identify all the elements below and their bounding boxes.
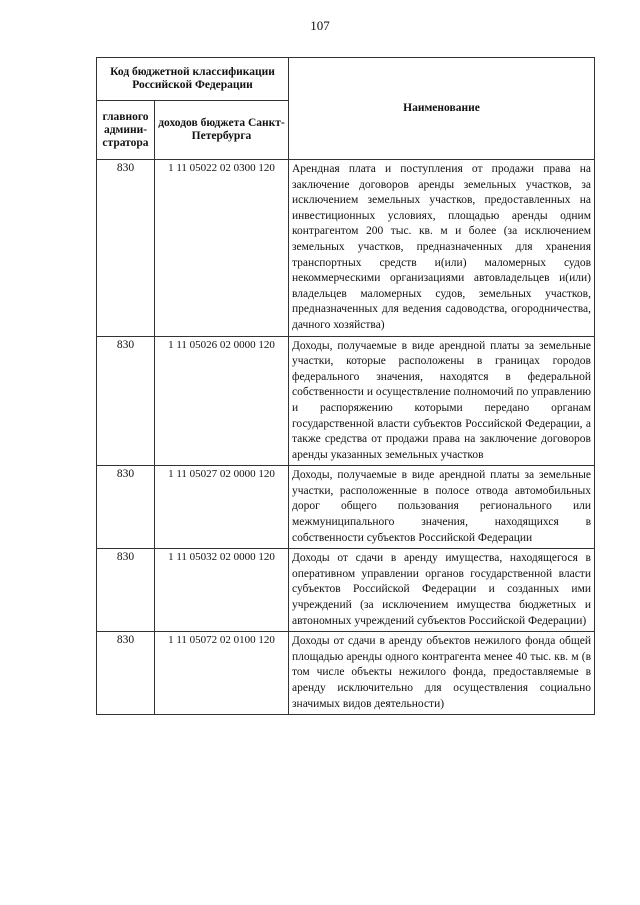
table-row xyxy=(97,632,595,715)
table-row xyxy=(97,336,595,466)
table-row xyxy=(97,549,595,632)
income-code-cell: 1 11 05072 02 0100 120 xyxy=(155,632,289,715)
income-code-cell: 1 11 05027 02 0000 120 xyxy=(155,466,289,549)
admin-code-cell: 830 xyxy=(97,549,155,632)
header-income: доходов бюджета Санкт-Петербурга xyxy=(155,101,289,160)
header-name: Наименование xyxy=(289,58,595,160)
name-cell: Доходы от сдачи в аренду имущества, находящегося в оперативном управлении органов государственной власти субъектов Российской Федерации и созданных ими учреждений (за исключением имущества бюджетных и автономных учреждений субъектов Российской Федерации) xyxy=(289,549,595,632)
admin-code-cell: 830 xyxy=(97,466,155,549)
budget-classification-table xyxy=(96,57,595,715)
header-budget-code-group: Код бюджетной классификации Российской Федерации xyxy=(97,58,289,101)
income-code-cell: 1 11 05026 02 0000 120 xyxy=(155,336,289,466)
name-cell: Доходы, получаемые в виде арендной платы за земельные участки, которые расположены в границах городов федерального значения, находятся в федеральной собственности и осуществление полномочий по управлению и распоряжению которыми передано органам государственной власти субъектов Российской Федерации, а также средства от продажи права на заключение договоров аренды указанных земельных участков xyxy=(289,336,595,466)
admin-code-cell: 830 xyxy=(97,160,155,337)
admin-code-cell: 830 xyxy=(97,336,155,466)
header-admin: главного админи-стратора xyxy=(97,101,155,160)
page-number: 107 xyxy=(310,18,330,33)
name-cell: Доходы от сдачи в аренду объектов нежилого фонда общей площадью аренды одного контрагента менее 40 тыс. кв. м (в том числе объекты нежилого фонда, предоставляемые в аренду исключительно для осуществления социально значимых видов деятельности) xyxy=(289,632,595,715)
income-code-cell: 1 11 05032 02 0000 120 xyxy=(155,549,289,632)
income-code-cell: 1 11 05022 02 0300 120 xyxy=(155,160,289,337)
name-cell: Арендная плата и поступления от продажи права на заключение договоров аренды земельных участков, за исключением земельных участков, предоставленных на инвестиционных условиях, площадью аренды одним контрагентом 200 тыс. кв. м и более (за исключением земельных участков, предназначенных для хранения транспортных средств и(или) маломерных судов некоммерческими организациями автовладельцев и(или) владельцев маломерных судов, земельных участков, предназначенных для ведения садоводства, огородничества, дачного хозяйства) xyxy=(289,160,595,337)
table-row xyxy=(97,466,595,549)
admin-code-cell: 830 xyxy=(97,632,155,715)
table-row xyxy=(97,160,595,337)
name-cell: Доходы, получаемые в виде арендной платы за земельные участки, расположенные в полосе отвода автомобильных дорог общего пользования регионального или межмуниципального значения, находящихся в собственности субъектов Российской Федерации xyxy=(289,466,595,549)
